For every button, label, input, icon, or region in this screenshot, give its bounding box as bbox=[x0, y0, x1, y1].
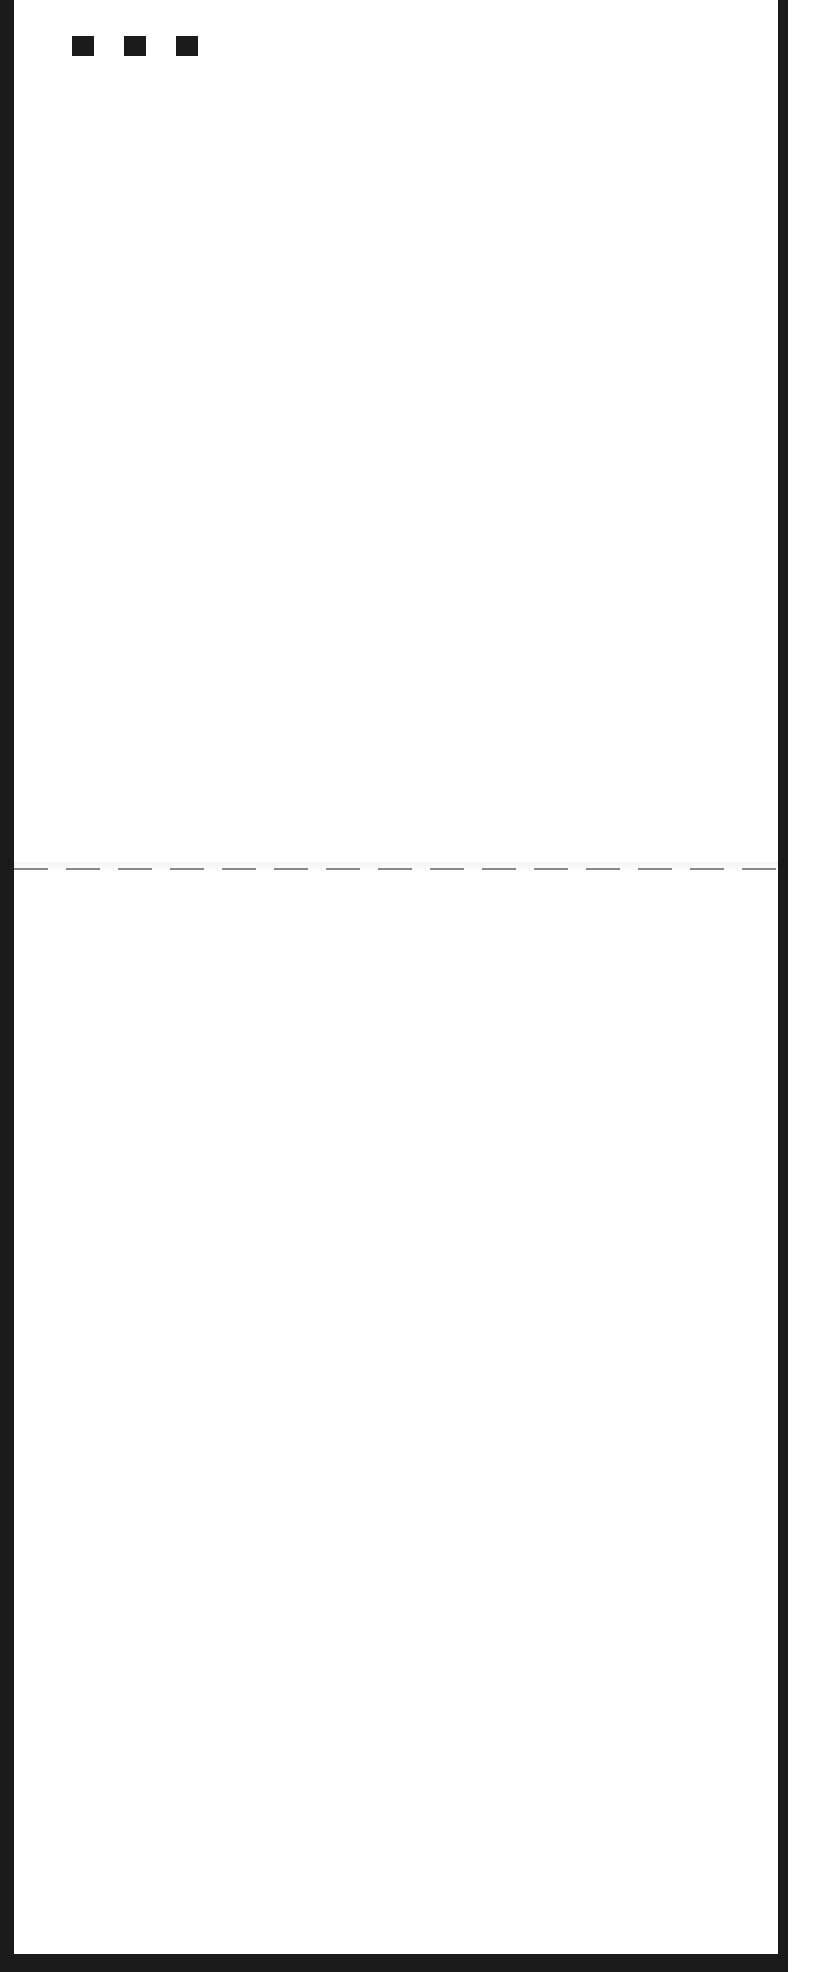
ornament-square bbox=[176, 36, 198, 56]
section-ornament bbox=[28, 8, 770, 84]
scan-border-left bbox=[0, 0, 14, 1972]
page-margin-right bbox=[788, 0, 820, 1972]
scan-border-bottom bbox=[0, 1954, 788, 1972]
clipping-cut-shadow bbox=[14, 862, 778, 872]
clipping-cut-line bbox=[14, 868, 778, 870]
clipping-top bbox=[28, 8, 770, 84]
ornament-square bbox=[124, 36, 146, 56]
ornament-square bbox=[72, 36, 94, 56]
scan-border-right bbox=[778, 0, 788, 1972]
